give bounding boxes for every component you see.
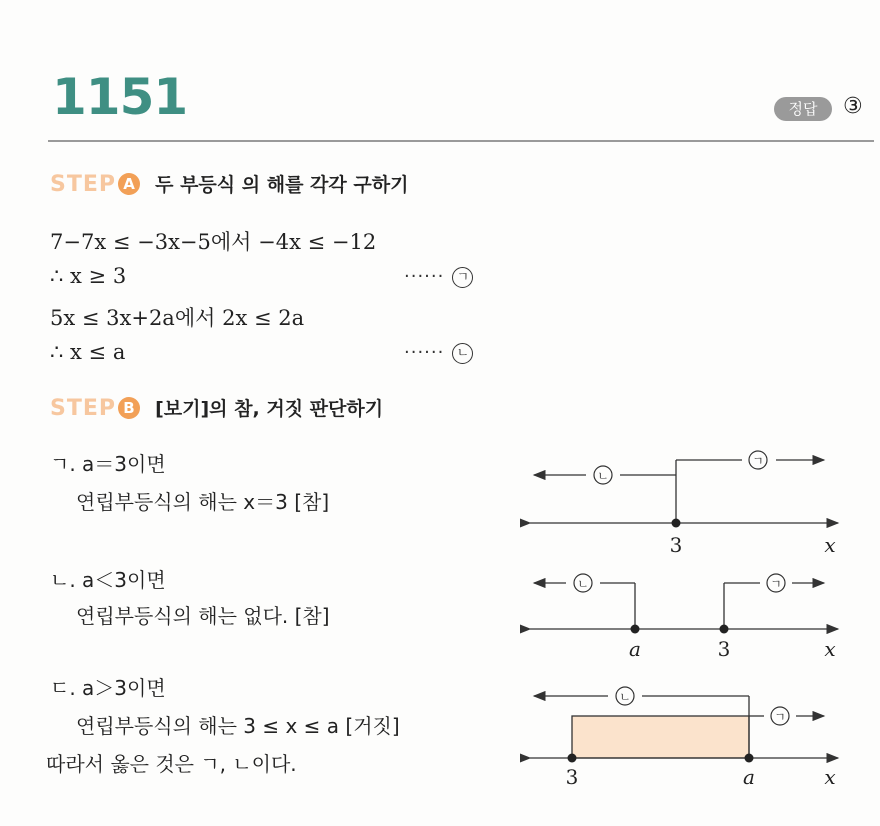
axis-x-case-2: x bbox=[824, 637, 836, 661]
label-3-case-2: 3 bbox=[717, 637, 731, 661]
mark-text-giyeok-3: ㄱ bbox=[774, 710, 786, 724]
circled-mark-nieun: ㄴ bbox=[452, 343, 473, 364]
step-a-title: 두 부등식 의 해를 각각 구하기 bbox=[155, 174, 409, 196]
axis-x-case-1: x bbox=[824, 533, 836, 557]
step-a-letter: A bbox=[118, 173, 140, 195]
case-2-head: ㄴ. a＜3이면 bbox=[50, 568, 166, 592]
step-a-line-3: 5x ≤ 3x+2a에서 2x ≤ 2a bbox=[50, 306, 305, 330]
label-a-case-2: a bbox=[629, 637, 641, 661]
dots-1: ······ bbox=[404, 266, 445, 287]
solution-shaded-region bbox=[572, 716, 749, 758]
label-a-case-3: a bbox=[743, 765, 755, 789]
number-line-case-1 bbox=[530, 451, 838, 557]
point-3-case-2 bbox=[720, 625, 729, 634]
step-a-label: STEP bbox=[50, 172, 117, 197]
step-a-line-2: ∴ x ≥ 3 bbox=[50, 264, 127, 288]
number-line-diagrams bbox=[520, 440, 860, 800]
case-2-body: 연립부등식의 해는 없다. [참] bbox=[76, 604, 330, 628]
case-3-head: ㄷ. a＞3이면 bbox=[50, 676, 166, 700]
mark-text-giyeok-1: ㄱ bbox=[752, 454, 764, 468]
point-a-case-2 bbox=[631, 625, 640, 634]
circled-mark-giyeok: ㄱ bbox=[452, 267, 473, 288]
axis-x-case-3: x bbox=[824, 765, 836, 789]
mark-text-nieun-3: ㄴ bbox=[619, 690, 631, 704]
label-3-case-3: 3 bbox=[565, 765, 579, 789]
header-divider bbox=[48, 140, 874, 142]
mark-text-giyeok-2: ㄱ bbox=[770, 577, 782, 591]
label-3-case-1: 3 bbox=[669, 533, 683, 557]
point-3-case-3 bbox=[568, 754, 577, 763]
mark-text-nieun-1: ㄴ bbox=[597, 469, 609, 483]
case-1-head: ㄱ. a＝3이면 bbox=[50, 452, 166, 476]
answer-badge: 정답 bbox=[774, 97, 832, 121]
conclusion: 따라서 옳은 것은 ㄱ, ㄴ이다. bbox=[46, 752, 297, 776]
step-a-mark-row-1 bbox=[404, 266, 473, 288]
step-b-label: STEP bbox=[50, 396, 117, 421]
answer-value: ③ bbox=[843, 94, 863, 119]
step-a-header bbox=[50, 170, 408, 197]
step-b-title: [보기]의 참, 거짓 판단하기 bbox=[155, 398, 384, 420]
step-b-letter: B bbox=[118, 397, 140, 419]
step-b-header bbox=[50, 394, 383, 421]
step-a-mark-row-2 bbox=[404, 342, 473, 364]
case-1-body: 연립부등식의 해는 x＝3 [참] bbox=[76, 490, 330, 514]
case-3-body: 연립부등식의 해는 3 ≤ x ≤ a [거짓] bbox=[76, 714, 400, 738]
number-line-case-3 bbox=[530, 687, 838, 789]
step-a-line-1: 7−7x ≤ −3x−5에서 −4x ≤ −12 bbox=[50, 230, 377, 254]
point-3-case-1 bbox=[672, 519, 681, 528]
step-a-line-4: ∴ x ≤ a bbox=[50, 340, 126, 364]
number-line-case-2 bbox=[530, 574, 838, 661]
point-a-case-3 bbox=[745, 754, 754, 763]
dots-2: ······ bbox=[404, 342, 445, 363]
problem-number: 1151 bbox=[52, 68, 188, 126]
mark-text-nieun-2: ㄴ bbox=[577, 577, 589, 591]
